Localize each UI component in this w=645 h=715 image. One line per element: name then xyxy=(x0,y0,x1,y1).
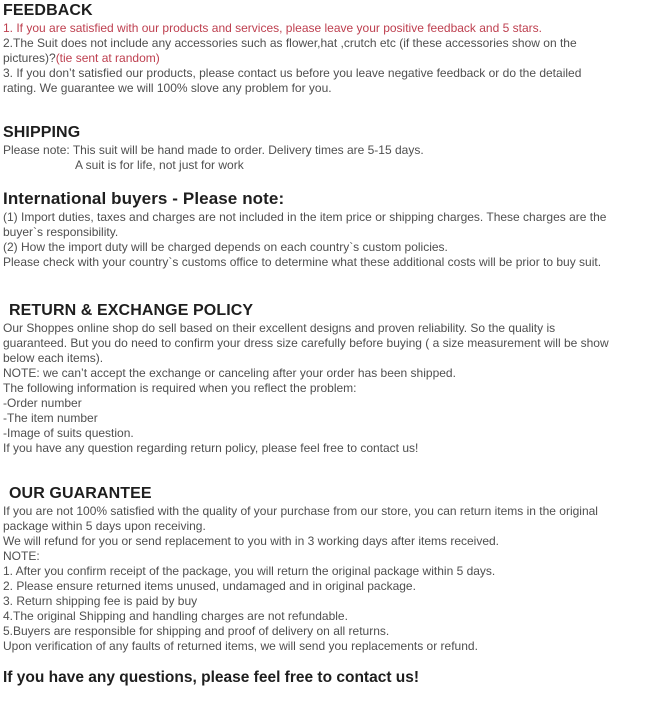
return-exchange-heading: RETURN & EXCHANGE POLICY xyxy=(9,302,254,319)
text-line xyxy=(3,158,645,173)
text-line xyxy=(3,210,645,225)
shipping-body xyxy=(3,143,645,173)
section-return-exchange-policy xyxy=(3,301,645,456)
text-run: NOTE: xyxy=(3,549,40,563)
text-run: 3. Return shipping fee is paid by buy xyxy=(3,594,198,608)
text-line xyxy=(3,549,645,564)
text-run: 4.The original Shipping and handling charges are not refundable. xyxy=(3,609,348,623)
text-run: We will refund for you or send replacement to you with in 3 working days after items received. xyxy=(3,534,500,548)
text-run: 1. After you confirm receipt of the package, you will return the original package within 5 days. xyxy=(3,564,496,578)
text-line xyxy=(3,225,645,240)
text-line xyxy=(3,639,645,654)
text-line xyxy=(3,564,645,579)
text-line xyxy=(3,609,645,624)
text-run: below each items). xyxy=(3,351,104,365)
text-run: 2. Please ensure returned items unused, undamaged and in original package. xyxy=(3,579,416,593)
text-line xyxy=(3,66,645,81)
text-run: -Order number xyxy=(3,396,82,410)
international-buyers-body xyxy=(3,210,645,270)
text-line xyxy=(3,519,645,534)
text-run: If you have any question regarding return policy, please feel free to contact us! xyxy=(3,441,419,455)
section-shipping xyxy=(3,123,645,173)
text-run: package within 5 days upon receiving. xyxy=(3,519,206,533)
text-line xyxy=(3,366,645,381)
text-run: -Image of suits question. xyxy=(3,426,134,440)
return-exchange-body xyxy=(3,321,645,456)
text-line xyxy=(3,51,645,66)
highlight-text-run: 1. If you are satisfied with our products and services, please leave your positive feedback and 5 stars. xyxy=(3,21,542,35)
section-feedback xyxy=(3,1,645,96)
feedback-heading: FEEDBACK xyxy=(3,2,93,19)
text-line xyxy=(3,624,645,639)
text-line xyxy=(3,351,645,366)
text-run: 3. If you don’t satisfied our products, please contact us before you leave negative feedback or do the detailed xyxy=(3,66,582,80)
text-line xyxy=(3,240,645,255)
text-line xyxy=(3,381,645,396)
text-line xyxy=(3,321,645,336)
text-run: NOTE: we can’t accept the exchange or canceling after your order has been shipped. xyxy=(3,366,456,380)
text-run: rating. We guarantee we will 100% slove any problem for you. xyxy=(3,81,332,95)
text-run: If you are not 100% satisfied with the quality of your purchase from our store, you can return items in the original xyxy=(3,504,598,518)
international-buyers-heading: International buyers - Please note: xyxy=(3,189,285,208)
text-run: (1) Import duties, taxes and charges are not included in the item price or shipping charges. These charges are the xyxy=(3,210,607,224)
text-line xyxy=(3,594,645,609)
text-line xyxy=(3,534,645,549)
feedback-body xyxy=(3,21,645,96)
text-run: 5.Buyers are responsible for shipping and proof of delivery on all returns. xyxy=(3,624,390,638)
text-run: Please check with your country`s customs office to determine what these additional costs will be prior to buy suit. xyxy=(3,255,602,269)
text-run: A suit is for life, not just for work xyxy=(75,158,244,172)
text-run: pictures)? xyxy=(3,51,56,65)
text-run: Our Shoppes online shop do sell based on their excellent designs and proven reliability. So the quality is xyxy=(3,321,556,335)
section-international-buyers xyxy=(3,188,645,270)
text-line xyxy=(3,21,645,36)
section-our-guarantee xyxy=(3,484,645,654)
text-run: Upon verification of any faults of returned items, we will send you replacements or refund. xyxy=(3,639,478,653)
text-line xyxy=(3,81,645,96)
text-line xyxy=(3,411,645,426)
highlight-text-run: (tie sent at random) xyxy=(55,51,160,65)
text-line xyxy=(3,336,645,351)
text-line xyxy=(3,143,645,158)
text-line xyxy=(3,36,645,51)
text-run: (2) How the import duty will be charged depends on each country`s custom policies. xyxy=(3,240,448,254)
text-run: buyer`s responsibility. xyxy=(3,225,119,239)
text-line xyxy=(3,255,645,270)
text-run: 2.The Suit does not include any accessories such as flower,hat ,crutch etc (if these accessories show on the xyxy=(3,36,577,50)
text-run: The following information is required when you reflect the problem: xyxy=(3,381,357,395)
text-line xyxy=(3,504,645,519)
text-run: -The item number xyxy=(3,411,98,425)
text-line xyxy=(3,579,645,594)
text-run: guaranteed. But you do need to confirm your dress size carefully before buying ( a size measurement will be show xyxy=(3,336,609,350)
shipping-heading: SHIPPING xyxy=(3,124,81,141)
text-line xyxy=(3,396,645,411)
our-guarantee-heading: OUR GUARANTEE xyxy=(9,485,152,502)
text-line xyxy=(3,426,645,441)
text-line xyxy=(3,441,645,456)
text-run: Please note: This suit will be hand made to order. Delivery times are 5-15 days. xyxy=(3,143,424,157)
contact-us-note: If you have any questions, please feel free to contact us! xyxy=(3,669,420,686)
our-guarantee-body xyxy=(3,504,645,654)
